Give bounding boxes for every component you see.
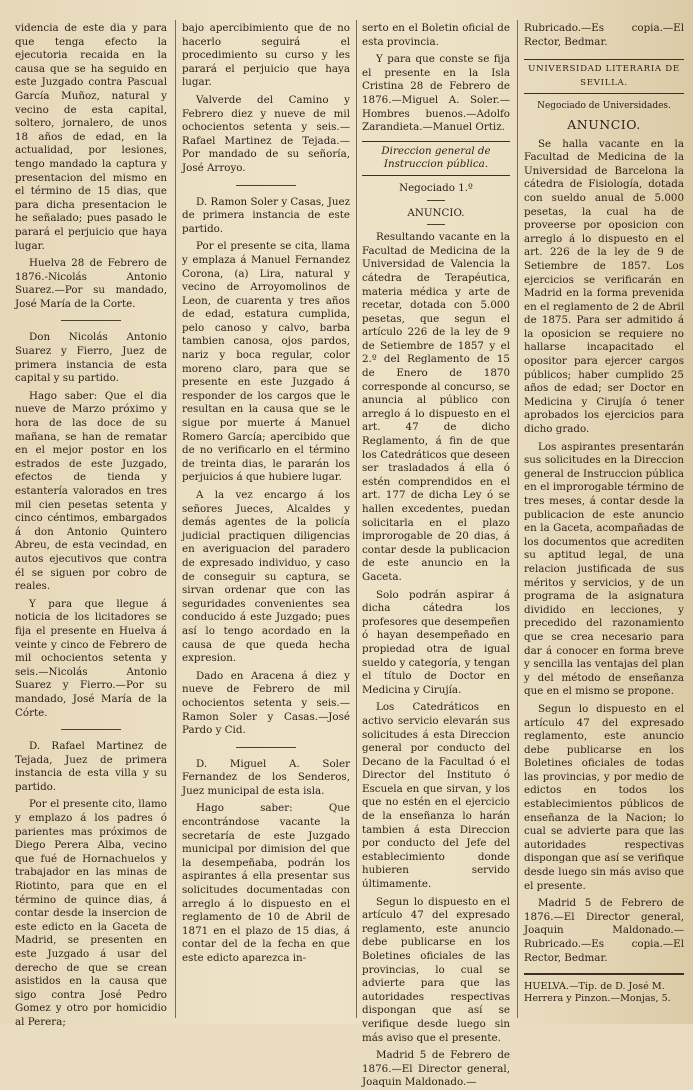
separator: [236, 185, 296, 186]
edict-heading: Don Nicolás Antonio Suarez y Fierro, Juez de primera instancia de esta capital y su partido.: [15, 331, 167, 385]
edict-heading: D. Ramon Soler y Casas, Juez de primera instancia de este partido.: [182, 195, 350, 235]
edict-signature: Huelva 28 de Febrero de 1876.-Nicolás Antonio Suarez.—Por su mandado, José María de la Corte.: [15, 257, 167, 310]
anuncio-title: ANUNCIO.: [567, 116, 641, 132]
announcement-signature: Madrid 5 de Febrero de 1876.—El Director general, Joaquin Maldonado.—Rubricado.—Es copia.—El Rector, Bedmar.: [524, 897, 684, 964]
announcement-text: Los aspirantes presentarán sus solicitudes en la Direccion general de Instruccion pública en el improrogable término de tres meses, á contar desde la publicacion de este anuncio en la Gaceta, acompañadas de los documentos que acrediten su aptitud legal, de una relacion justificada de sus méritos y servicios, y de un programa de la asignatura dividido en lecciones, y precedido del razonamiento que se crea necesario para dar á conocer en forma breve y sencilla las ventajas del plan y del método de enseñanza que en el mismo se propone.: [524, 440, 684, 698]
negociado-label: Negociado 1.º: [399, 181, 473, 194]
section-header: Direccion general de Instruccion pública.: [381, 144, 491, 171]
announcement-text: Se halla vacante en la Facultad de Medicina de la Universidad de Barcelona la cátedra de Fisiología, dotada con sueldo anual de 5.000 pesetas, la cual ha de proveerse por oposicion con arreglo á lo dispuesto en el art. 226 de la ley de 9 de Setiembre de 1857. Los ejercicios se verificarán en Madrid en la forma prevenida en el reglamento de 2 de Abril de 1875. Para ser admitido á la oposicion se requiere no hallarse incapacitado el opositor para ejercer cargos públicos; haber cumplido 25 años de edad; ser Doctor en Medicina y Cirujía ó tener aprobados los ejercicios para dicho grado.: [524, 137, 684, 436]
edict-signature: Dado en Aracena á diez y nueve de Febrero de mil ochocientos setenta y seis.—Ramon Soler y Casas.—José Pardo y Cid.: [182, 669, 350, 737]
separator: [61, 320, 121, 321]
negociado-label: Negociado de Universidades.: [537, 101, 671, 112]
announcement-text: Solo podrán aspirar á dicha cátedra los profesores que desempeñen ó hayan desempeñado en propiedad otra de igual sueldo y categoría, y tengan el título de Doctor en Medicina y Cirujía.: [362, 588, 510, 696]
edict-heading: D. Miguel A. Soler Fernandez de los Senderos, Juez municipal de esta isla.: [182, 757, 350, 797]
edict-heading: D. Rafael Martinez de Tejada, Juez de primera instancia de esta villa y su partido.: [15, 740, 167, 793]
separator: [61, 729, 121, 730]
separator: [236, 747, 296, 748]
column-rule: [356, 20, 357, 1018]
section-header-box: [524, 59, 684, 94]
edict-text: serto en el Boletin oficial de esta provincia.: [362, 22, 510, 48]
edict-text: Por el presente cito, llamo y emplazo á los padres ó parientes mas próximos de Diego Perera Alba, vecino que fué de Hornachuelos y trabajador en las minas de Riotinto, para que en el término de quince dias, á contar desde la insercion de este edicto en la Gaceta de Madrid, se presenten en este Juzgado á usar del derecho de que se crean asistidos en la causa que sigo contra José Pedro Gomez y otro por homicidio al Perera;: [15, 798, 167, 1028]
university-header: UNIVERSIDAD LITERARIA DE SEVILLA.: [528, 64, 680, 88]
edict-text: Hago saber: Que el dia nueve de Marzo próximo y hora de las doce de su mañana, se han de rematar en el mejor postor en los estrados de este Juzgado, efectos de tienda y estantería valorados en tres mil cien pesetas setenta y cinco céntimos, embargados á don Antonio Quintero Abreu, de esta vecindad, en autos ejecutivos que contra él se siguen por cobro de reales.: [15, 389, 167, 593]
edict-signature: Rubricado.—Es copia.—El Rector, Bedmar.: [524, 22, 684, 48]
edict-text: bajo apercibimiento que de no hacerlo seguirá el procedimiento su curso y les parará el perjuicio que haya lugar.: [182, 22, 350, 89]
announcement-text: Segun lo dispuesto en el artículo 47 del expresado reglamento, este anuncio debe publicarse en los Boletines oficiales de las provincias, lo cual se advierte para que las autoridades respectivas dispongan que así se verifique desde luego sin más aviso que el presente.: [362, 895, 510, 1044]
column-3: [362, 22, 510, 1089]
edict-text: A la vez encargo á los señores Jueces, Alcaldes y demás agentes de la policía judicial practiquen diligencias en averiguacion del paradero de expresado individuo, y caso de conseguir su captura, se sirvan ordenar que con las seguridades convenientes sea conducido á este Juzgado; pues así lo tengo acordado en la causa de que queda hecha expresion.: [182, 489, 350, 665]
edict-text: Por el presente se cita, llama y emplaza á Manuel Fernandez Corona, (a) Lira, natural y vecino de Arroyomolinos de Leon, de cuarenta y tres años de edad, estatura cumplida, pelo canoso y calvo, barba tambien canosa, ojos pardos, nariz y boca regular, color moreno claro, para que se presente en este Juzgado á responder de los cargos que le resultan en la causa que se le sigue por muerte á Manuel Romero García; apercibido que de no verificarlo en el término de treinta dias, le pararán los perjuicios á que hubiere lugar.: [182, 240, 350, 484]
column-rule: [175, 20, 176, 1018]
edict-signature: Y para que conste se fija el presente en la Isla Cristina 28 de Febrero de 1876.—Miguel A. Soler.—Hombres buenos.—Adolfo Zarandieta.—Manuel Ortiz.: [362, 53, 510, 134]
announcement-signature: Madrid 5 de Febrero de 1876.—El Director general, Joaquin Maldonado.—: [362, 1049, 510, 1089]
edict-signature: Y para que llegue á noticia de los licitadores se fija el presente en Huelva á veinte y cinco de Febrero de mil ochocientos setenta y seis.—Nicolás Antonio Suarez y Fierro.—Por su mandado, José María de la Córte.: [15, 597, 167, 719]
anuncio-title: ANUNCIO.: [407, 206, 465, 219]
edict-text: videncia de este dia y para que tenga efecto la ejecutoria recaida en la causa que se ha seguido en este Juzgado contra Pascual García Muñoz, natural y vecino de esta capital, soltero, jornalero, de unos 18 años de edad, en la actualidad, por lesiones, tengo mandado la captura y presentacion del mismo en el término de 15 dias, que para dicha presentacion le he señalado; pues pasado le parará el perjuicio que haya lugar.: [15, 22, 167, 252]
edict-text: Hago saber: Que encontrándose vacante la secretaría de este Juzgado municipal por dimision del que la desempeñaba, podrán los aspirantes á ella presentar sus solicitudes documentadas con arreglo á lo dispuesto en el reglamento de 10 de Abril de 1871 en el plazo de 15 dias, á contar del de la fecha en que este edicto aparezca in-: [182, 802, 350, 964]
printer-imprint: HUELVA.—Tip. de D. José M. Herrera y Pinzon.—Monjas, 5.: [524, 973, 684, 1005]
separator: [427, 200, 445, 201]
column-4: [524, 22, 684, 1016]
column-1: [15, 22, 167, 1028]
announcement-text: Segun lo dispuesto en el artículo 47 del expresado reglamento, este anuncio debe publicarse en los Boletines oficiales de todas las provincias, y por medio de edictos en todos los establecimientos públicos de enseñanza de la Nacion; lo cual se advierte para que las autoridades respectivas dispongan que así se verifique desde luego sin más aviso que el presente.: [524, 702, 684, 892]
column-rule: [517, 20, 518, 1018]
column-2: [182, 22, 350, 1016]
edict-signature: Valverde del Camino y Febrero diez y nueve de mil ochocientos setenta y seis.—Rafael Martinez de Tejada.—Por mandado de su señoría, José Arroyo.: [182, 93, 350, 174]
separator: [427, 224, 445, 225]
section-header-box: [362, 141, 510, 176]
announcement-text: Resultando vacante en la Facultad de Medicina de la Universidad de Valencia la cátedra de Terapéutica, materia médica y arte de recetar, dotada con 5.000 pesetas, que segun el artículo 226 de la ley de 9 de Setiembre de 1857 y el 2.º del Reglamento de 15 de Enero de 1870 corresponde al concurso, se anuncia al público con arreglo á lo dispuesto en el art. 47 de dicho Reglamento, á fin de que los Catedráticos que deseen ser trasladados á ella ó estén comprendidos en el art. 177 de dicha Ley ó se hallen excedentes, puedan solicitarla en el plazo improrogable de 20 dias, á contar desde la publicacion de este anuncio en la Gaceta.: [362, 231, 510, 583]
announcement-text: Los Catedráticos en activo servicio elevarán sus solicitudes á esta Direccion general por conducto del Decano de la Facultad ó el Director del Instituto ó Escuela en que sirvan, y los que no estén en el ejercicio de la enseñanza lo harán tambien á esta Direccion por conducto del Jefe del establecimiento donde hubieren servido últimamente.: [362, 701, 510, 891]
